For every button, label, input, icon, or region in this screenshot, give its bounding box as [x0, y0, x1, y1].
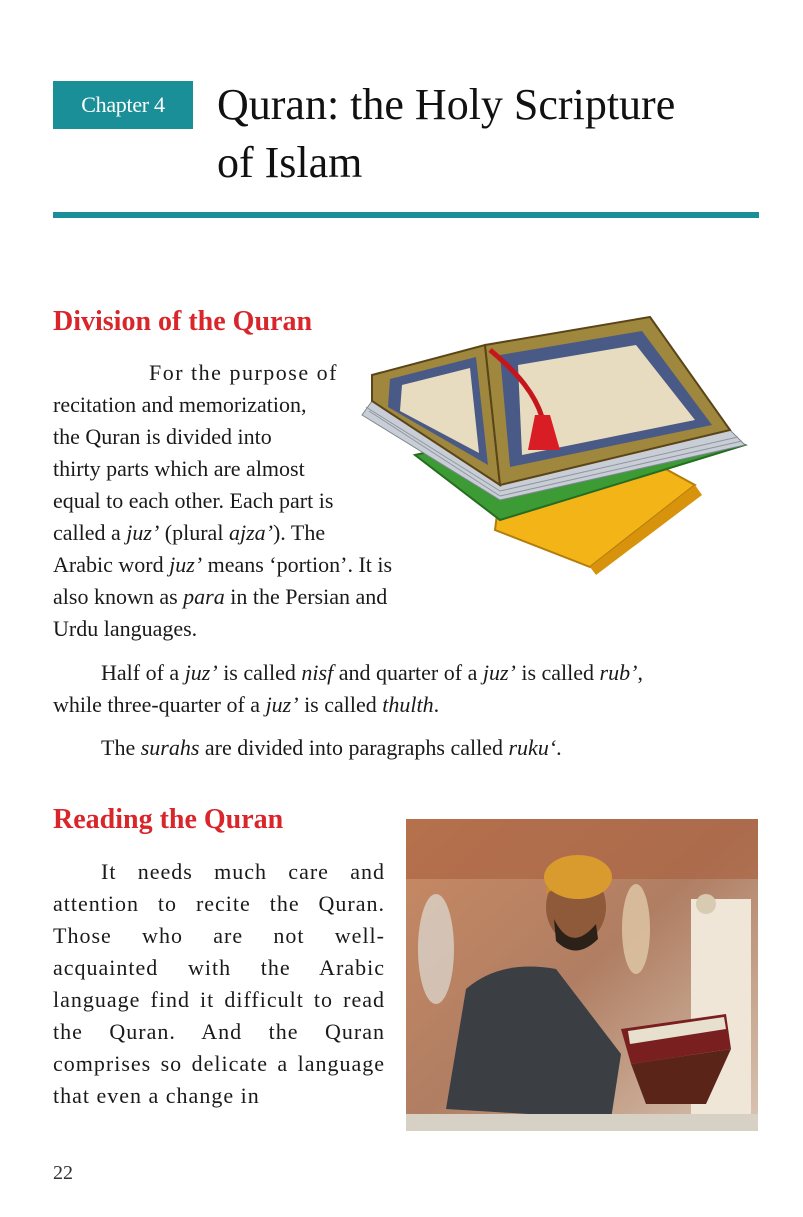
- man-reading-quran-photo: [406, 819, 758, 1131]
- term-juz: juz’: [184, 660, 218, 685]
- division-text: Half of a: [101, 660, 185, 685]
- division-text: also known as: [53, 584, 184, 609]
- reading-paragraph: [53, 856, 385, 1112]
- page-title: [217, 76, 777, 192]
- division-text: called a: [53, 520, 127, 545]
- term-juz: juz’: [265, 692, 299, 717]
- page-number: 22: [53, 1162, 73, 1184]
- division-text: is called: [298, 692, 383, 717]
- term-thulth: thulth: [382, 692, 434, 717]
- term-para: para: [183, 584, 225, 609]
- term-rub: rub’: [599, 660, 638, 685]
- division-text: .: [556, 735, 562, 760]
- division-paragraph-1: [53, 357, 468, 645]
- term-juz: juz’: [126, 520, 160, 545]
- division-text: is called: [217, 660, 302, 685]
- term-ajza: ajza’: [228, 520, 273, 545]
- division-text: (plural: [159, 520, 229, 545]
- division-text: means ‘portion’. It is: [202, 552, 393, 577]
- term-juz: juz’: [169, 552, 203, 577]
- division-text: .: [433, 692, 440, 717]
- division-text: ,: [637, 660, 643, 685]
- title-divider: [53, 212, 759, 218]
- term-juz: juz’: [482, 660, 516, 685]
- title-line-1: Quran: the Holy Scripture: [217, 80, 676, 129]
- section-heading-reading: Reading the Quran: [53, 804, 284, 835]
- division-line-1: For the purpose of: [149, 360, 338, 385]
- division-line-5: equal to each other. Each part is: [53, 488, 334, 513]
- chapter-badge: Chapter 4: [53, 81, 193, 129]
- division-text: while three-quarter of a: [53, 692, 266, 717]
- section-heading-division: Division of the Quran: [53, 306, 313, 337]
- division-text: is called: [515, 660, 600, 685]
- division-line-2: recitation and memorization,: [53, 392, 307, 417]
- term-ruku: ruku‘: [508, 735, 557, 760]
- division-text: are divided into paragraphs called: [199, 735, 509, 760]
- term-surahs: surahs: [140, 735, 200, 760]
- division-text: and quarter of a: [333, 660, 483, 685]
- reading-text: It needs much care and attention to recite the Quran. Those who are not well-acquainted with the Arabic language find it difficult to read the Quran. And the Quran comprises so delicate a language that even a change in: [53, 859, 385, 1108]
- term-nisf: nisf: [301, 660, 334, 685]
- division-text: The: [101, 735, 141, 760]
- division-line-9: Urdu languages.: [53, 616, 198, 641]
- division-line-3: the Quran is divided into: [53, 424, 272, 449]
- division-paragraph-3: [53, 732, 763, 764]
- division-text: Arabic word: [53, 552, 170, 577]
- division-text: ). The: [272, 520, 326, 545]
- division-text: in the Persian and: [224, 584, 388, 609]
- title-line-2: of Islam: [217, 138, 363, 187]
- division-paragraph-2: [53, 657, 763, 721]
- division-line-4: thirty parts which are almost: [53, 456, 305, 481]
